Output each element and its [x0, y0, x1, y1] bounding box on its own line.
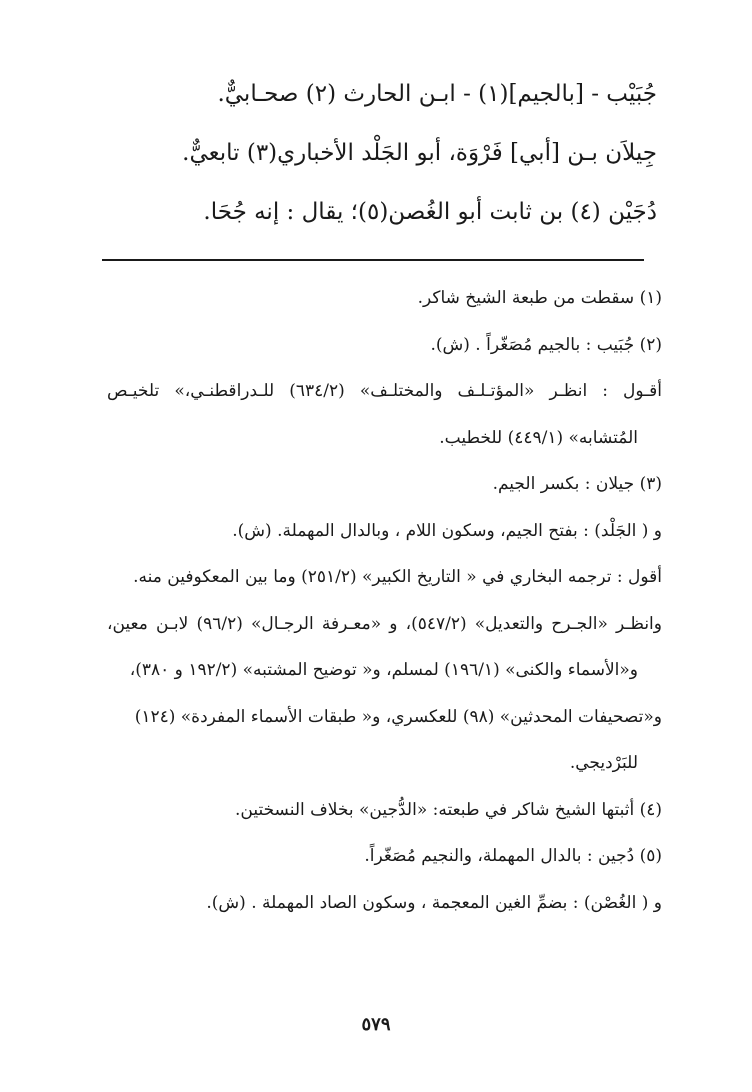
footnotes-block [107, 285, 662, 936]
footnote-line: أقول : ترجمه البخاري في « التاريخ الكبير» (٢٥١/٢) وما بين المعكوفين منه. [133, 567, 662, 587]
footnote-line: و«تصحيفات المحدثين» (٩٨) للعكسري، و« طبقات الأسماء المفردة» (١٢٤) [134, 706, 662, 727]
main-text-block [97, 78, 657, 255]
footnote-line: (١) سقطت من طبعة الشيخ شاكر. [417, 288, 662, 308]
footnote-line: للبَرْديجي. [569, 753, 638, 773]
footnote-line: (٤) أثبتها الشيخ شاكر في طبعته: «الدُّجين» بخلاف النسختين. [234, 799, 662, 820]
footnote-line: (٥) دُجين : بالدال المهملة، والنجيم مُصَغّراً. [364, 846, 662, 866]
footnote-line: (٣) جيلان : بكسر الجيم. [492, 474, 662, 494]
footnote-line: المُتشابه» (٤٤٩/١) للخطيب. [439, 427, 638, 448]
footnote-separator [102, 259, 644, 261]
footnote-line: و ( الغُصْن) : بضمِّ الغين المعجمة ، وسكون الصاد المهملة . (ش). [206, 892, 662, 913]
main-text-line: جِيلاَن بـن [أبي] فَرْوَة، أبو الجَلْد الأخباري(٣) تابعيٌّ. [182, 140, 657, 166]
footnote-line: و ( الجَلْد) : بفتح الجيم، وسكون اللام ، وبالدال المهملة. (ش). [232, 520, 662, 541]
main-text-line: دُجَيْن (٤) بن ثابت أبو الغُصن(٥)؛ يقال : إنه جُحَا. [203, 199, 657, 225]
main-text-line: جُبَيْب - [بالجيم](١) - ابـن الحارث (٢) صحـابيٌّ. [217, 81, 657, 107]
footnote-line: و«الأسماء والكنى» (١٩٦/١) لمسلم، و« توضيح المشتبه» (١٩٢/٢ و ٣٨٠)، [129, 660, 638, 680]
page-number: ٥٧٩ [361, 1014, 391, 1035]
footnote-line: وانظـر «الجـرح والتعديل» (٥٤٧/٢)، و «معـرفة الرجـال» (٩٦/٢) لابـن معين، [107, 613, 662, 634]
footnote-line: أقـول : انظـر «المؤتـلـف والمختلـف» (٦٣٤/٢) للـدراقطنـي،» تلخيـص [107, 381, 663, 401]
footnote-line: (٢) جُبَيب : بالجيم مُصَغّراً . (ش). [430, 334, 662, 355]
